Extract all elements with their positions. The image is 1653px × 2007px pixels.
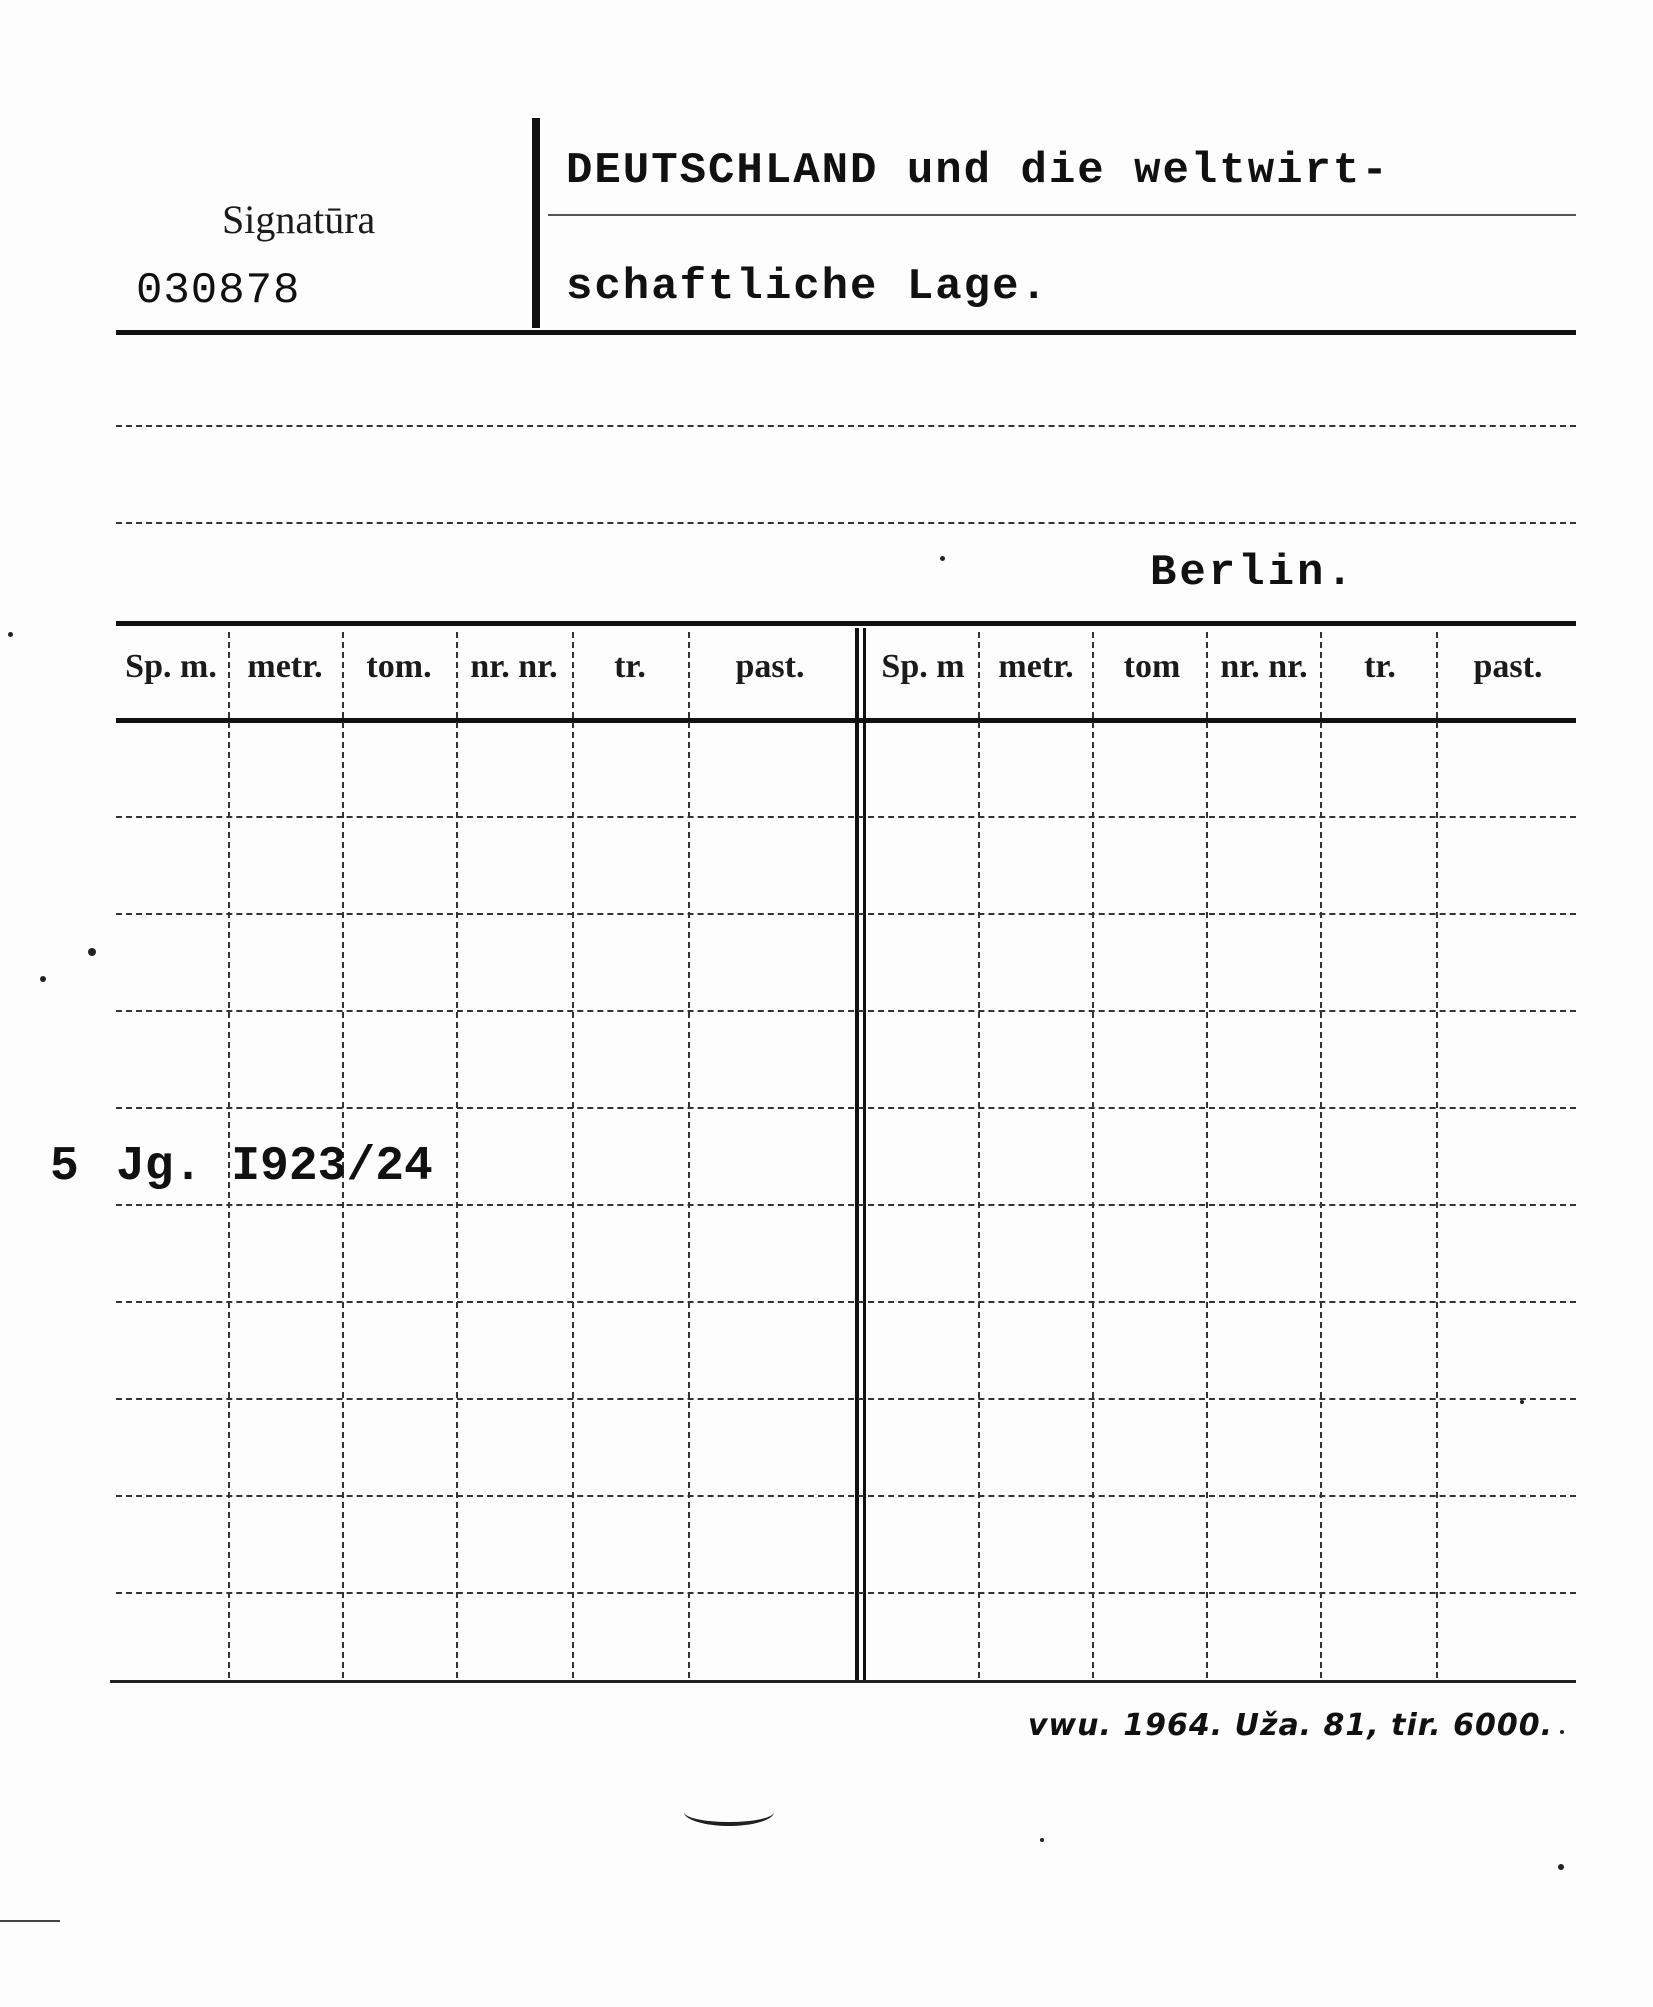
signature-label: Signatūra bbox=[222, 197, 376, 242]
col-line bbox=[1436, 632, 1438, 1678]
row-line bbox=[116, 1592, 1576, 1594]
table-header-rule bbox=[116, 718, 1576, 723]
col-left-past: past. bbox=[735, 648, 805, 685]
place-of-publication: Berlin. bbox=[1150, 548, 1356, 598]
row-line bbox=[116, 1398, 1576, 1400]
scan-speck bbox=[8, 632, 13, 637]
table-bottom-rule bbox=[110, 1680, 1576, 1683]
col-line bbox=[978, 632, 980, 1678]
scan-speck bbox=[1040, 1838, 1044, 1842]
scan-speck bbox=[1520, 1400, 1524, 1404]
col-right-metr: metr. bbox=[998, 648, 1074, 685]
title-line-1: DEUTSCHLAND und die weltwirt- bbox=[566, 146, 1390, 196]
row-line bbox=[116, 816, 1576, 818]
col-right-past: past. bbox=[1473, 648, 1543, 685]
header-divider bbox=[532, 118, 540, 328]
header-bottom-rule bbox=[116, 330, 1576, 335]
col-right-tr: tr. bbox=[1364, 648, 1396, 685]
title-line-2: schaftliche Lage. bbox=[566, 262, 1049, 312]
entry-holdings: Jg. I923/24 bbox=[116, 1140, 433, 1194]
scan-speck bbox=[40, 976, 46, 982]
col-left-tr: tr. bbox=[614, 648, 646, 685]
col-line bbox=[688, 632, 690, 1678]
col-line bbox=[1206, 632, 1208, 1678]
col-left-nr-nr: nr. nr. bbox=[470, 648, 558, 685]
scan-speck bbox=[940, 556, 945, 561]
col-right-sp-m: Sp. m bbox=[881, 648, 965, 685]
col-left-metr: metr. bbox=[247, 648, 323, 685]
row-line bbox=[116, 913, 1576, 915]
row-line bbox=[116, 1204, 1576, 1206]
print-run-note: vwu. 1964. Uža. 81, tir. 6000. bbox=[1027, 1708, 1553, 1743]
row-line bbox=[116, 1495, 1576, 1497]
row-line bbox=[116, 1010, 1576, 1012]
table-center-divider bbox=[855, 628, 859, 1680]
scan-speck bbox=[1560, 1730, 1564, 1734]
scan-edge-mark bbox=[0, 1920, 60, 1922]
col-line bbox=[572, 632, 574, 1678]
scan-speck bbox=[88, 948, 96, 956]
col-left-tom: tom. bbox=[366, 648, 432, 685]
title-rule bbox=[548, 214, 1576, 216]
table-top-rule bbox=[116, 621, 1576, 626]
signature-number: 030878 bbox=[136, 266, 301, 316]
table-center-divider bbox=[863, 628, 866, 1680]
col-line bbox=[456, 632, 458, 1678]
col-right-tom: tom bbox=[1123, 648, 1181, 685]
row-line bbox=[116, 1301, 1576, 1303]
col-left-sp-m: Sp. m. bbox=[125, 648, 217, 685]
scan-speck bbox=[1558, 1864, 1564, 1870]
ruled-line bbox=[116, 425, 1576, 427]
col-right-nr-nr: nr. nr. bbox=[1220, 648, 1308, 685]
row-line bbox=[116, 1107, 1576, 1109]
smudge-mark bbox=[684, 1798, 774, 1826]
ruled-line bbox=[116, 522, 1576, 524]
col-line bbox=[1320, 632, 1322, 1678]
col-line bbox=[1092, 632, 1094, 1678]
entry-volume-count: 5 bbox=[50, 1140, 79, 1194]
